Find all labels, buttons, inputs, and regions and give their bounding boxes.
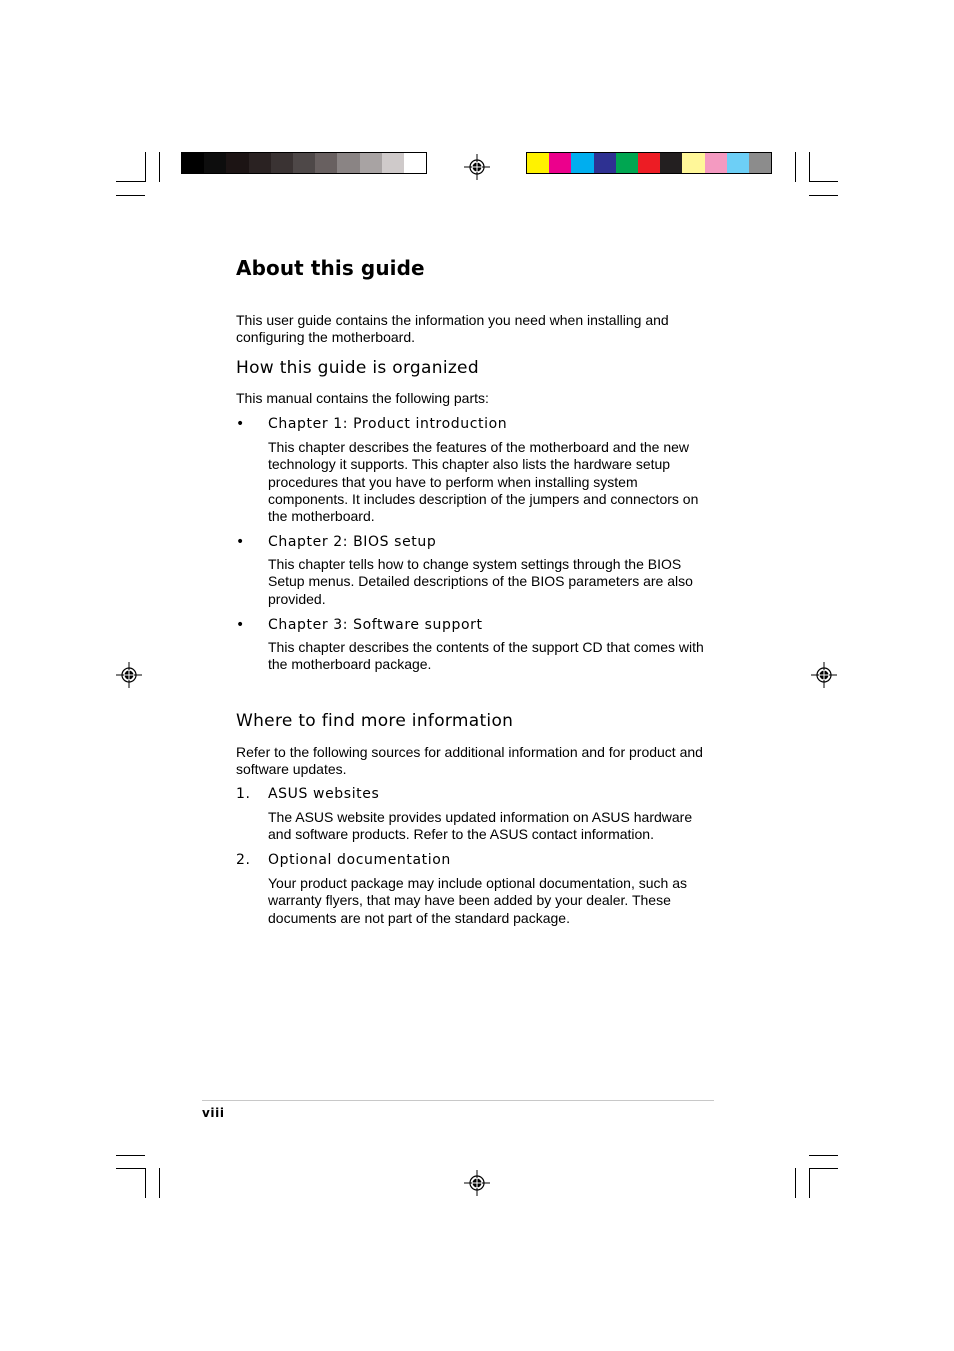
color-swatch — [204, 153, 226, 173]
crop-mark — [116, 1168, 145, 1169]
color-swatch — [594, 153, 616, 173]
color-swatch — [660, 153, 682, 173]
chapter-1-description: This chapter describes the features of the motherboard and the new technology it supports. This chapter also lists the hardware setup procedures that you have to perform when installing system components. It includes description of the jumpers and connectors on the motherboard. — [268, 439, 699, 525]
registration-mark-icon — [116, 662, 142, 688]
color-swatch — [337, 153, 359, 173]
crop-mark — [116, 181, 145, 182]
registration-mark-icon — [464, 154, 490, 180]
section-heading-more-information: Where to find more information — [236, 711, 514, 731]
color-swatch — [226, 153, 248, 173]
bullet-marker: • — [236, 617, 245, 633]
grayscale-color-bar — [181, 152, 427, 174]
chapter-2-description: This chapter tells how to change system settings through the BIOS Setup menus. Detailed descriptions of the BIOS parameters are also provided. — [268, 556, 693, 607]
color-swatch — [638, 153, 660, 173]
color-swatch — [549, 153, 571, 173]
list-item-heading — [236, 534, 436, 550]
asus-websites-heading: ASUS websites — [268, 786, 380, 802]
section-lead: Refer to the following sources for additional information and for product and software updates. — [236, 744, 703, 778]
color-swatch — [271, 153, 293, 173]
optional-documentation-heading: Optional documentation — [268, 852, 451, 868]
color-swatch — [616, 153, 638, 173]
crop-mark — [116, 1155, 145, 1156]
chapter-3-heading: Chapter 3: Software support — [268, 617, 483, 633]
number-marker: 2. — [236, 852, 251, 868]
page-title: About this guide — [236, 256, 425, 280]
crop-mark — [809, 195, 838, 196]
crop-mark — [809, 1168, 838, 1169]
crop-mark — [809, 1155, 838, 1156]
list-item-heading — [236, 852, 451, 868]
bullet-marker: • — [236, 534, 245, 550]
color-swatch — [571, 153, 593, 173]
crop-mark — [145, 1168, 146, 1198]
crop-mark — [116, 195, 145, 196]
crop-mark — [795, 1168, 796, 1198]
list-item-heading — [236, 416, 507, 432]
color-swatch — [705, 153, 727, 173]
crop-mark — [795, 152, 796, 182]
list-item-heading — [236, 617, 483, 633]
chapter-2-heading: Chapter 2: BIOS setup — [268, 534, 437, 550]
page-number: viii — [202, 1106, 225, 1120]
chapter-1-heading: Chapter 1: Product introduction — [268, 416, 508, 432]
number-marker: 1. — [236, 786, 251, 802]
crop-mark — [809, 152, 810, 182]
crop-mark — [145, 152, 146, 182]
chapter-3-description: This chapter describes the contents of the support CD that comes with the motherboard package. — [268, 639, 704, 673]
registration-mark-icon — [464, 1170, 490, 1196]
color-swatch — [404, 153, 426, 173]
crop-mark — [159, 152, 160, 182]
bullet-marker: • — [236, 416, 245, 432]
color-swatch — [682, 153, 704, 173]
registration-mark-icon — [811, 662, 837, 688]
intro-paragraph: This user guide contains the information you need when installing and configuring the motherboard. — [236, 312, 669, 346]
color-swatch — [749, 153, 771, 173]
crop-mark — [809, 181, 838, 182]
section-heading-organization: How this guide is organized — [236, 358, 479, 378]
color-swatch — [382, 153, 404, 173]
footer-divider — [202, 1100, 714, 1101]
section-lead: This manual contains the following parts: — [236, 390, 489, 406]
optional-documentation-description: Your product package may include optional documentation, such as warranty flyers, that may have been added by your dealer. These documents are not part of the standard package. — [268, 875, 687, 926]
color-swatch — [315, 153, 337, 173]
color-swatch — [360, 153, 382, 173]
color-swatch — [249, 153, 271, 173]
asus-websites-description: The ASUS website provides updated information on ASUS hardware and software products. Refer to the ASUS contact information. — [268, 809, 693, 843]
color-swatch — [527, 153, 549, 173]
list-item-heading — [236, 786, 379, 802]
crop-mark — [159, 1168, 160, 1198]
crop-mark — [809, 1168, 810, 1198]
color-swatch — [293, 153, 315, 173]
color-swatch — [182, 153, 204, 173]
color-swatch — [727, 153, 749, 173]
process-color-bar — [526, 152, 772, 174]
